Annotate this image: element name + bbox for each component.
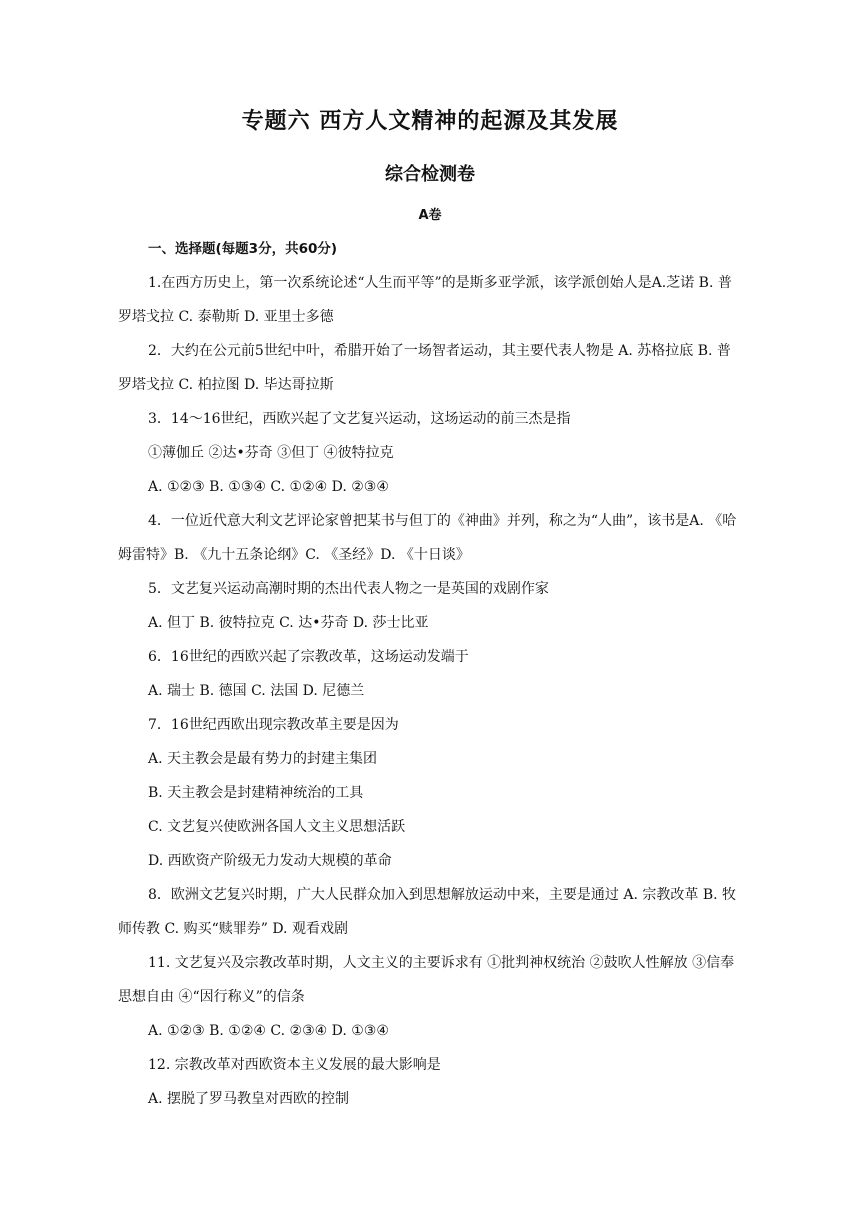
question-6: 6．16世纪的西欧兴起了宗教改革，这场运动发端于	[148, 649, 469, 665]
question-12: 12. 宗教改革对西欧资本主义发展的最大影响是	[148, 1057, 441, 1073]
question-4: 4．一位近代意大利文艺评论家曾把某书与但丁的《神曲》并列，称之为“人曲”，该书是A. 《哈姆雷特》B. 《九十五条论纲》C. 《圣经》D. 《十日谈》	[118, 513, 737, 563]
document-subtitle: 综合检测卷	[385, 164, 475, 185]
question-7-option-b: B. 天主教会是封建精神统治的工具	[148, 785, 364, 801]
document-title: 专题六 西方人文精神的起源及其发展	[241, 109, 619, 134]
volume-label: A卷	[418, 208, 442, 223]
question-7: 7．16世纪西欧出现宗教改革主要是因为	[148, 717, 399, 733]
question-11-options: A. ①②③ B. ①②④ C. ②③④ D. ①③④	[148, 1023, 389, 1039]
question-5: 5．文艺复兴运动高潮时期的杰出代表人物之一是英国的戏剧作家	[148, 581, 549, 597]
question-3: 3．14～16世纪，西欧兴起了文艺复兴运动，这场运动的前三杰是指	[148, 411, 571, 427]
question-11: 11. 文艺复兴及宗教改革时期，人文主义的主要诉求有 ①批判神权统治 ②鼓吹人性解放 ③信奉思想自由 ④“因行称义”的信条	[118, 955, 735, 1005]
question-1: 1.在西方历史上，第一次系统论述“人生而平等”的是斯多亚学派，该学派创始人是A.芝诺 B. 普罗塔戈拉 C. 泰勒斯 D. 亚里士多德	[118, 275, 732, 325]
question-7-option-d: D. 西欧资产阶级无力发动大规模的革命	[148, 853, 392, 869]
question-7-option-a: A. 天主教会是最有势力的封建主集团	[148, 751, 378, 767]
question-5-options: A. 但丁 B. 彼特拉克 C. 达•芬奇 D. 莎士比亚	[148, 615, 429, 631]
question-12-option-a: A. 摆脱了罗马教皇对西欧的控制	[148, 1091, 350, 1107]
question-7-option-c: C. 文艺复兴使欧洲各国人文主义思想活跃	[148, 819, 406, 835]
question-6-options: A. 瑞士 B. 德国 C. 法国 D. 尼德兰	[148, 683, 365, 699]
question-3-items: ①薄伽丘 ②达•芬奇 ③但丁 ④彼特拉克	[148, 445, 394, 461]
question-3-options: A. ①②③ B. ①③④ C. ①②④ D. ②③④	[148, 479, 389, 495]
section-heading: 一、选择题(每题3分，共60分)	[148, 241, 338, 257]
question-8: 8．欧洲文艺复兴时期，广大人民群众加入到思想解放运动中来，主要是通过 A. 宗教改革 B. 牧师传教 C. 购买“赎罪券” D. 观看戏剧	[118, 887, 737, 937]
question-2: 2．大约在公元前5世纪中叶，希腊开始了一场智者运动，其主要代表人物是 A. 苏格拉底 B. 普罗塔戈拉 C. 柏拉图 D. 毕达哥拉斯	[118, 343, 731, 393]
exam-content	[118, 232, 742, 1116]
